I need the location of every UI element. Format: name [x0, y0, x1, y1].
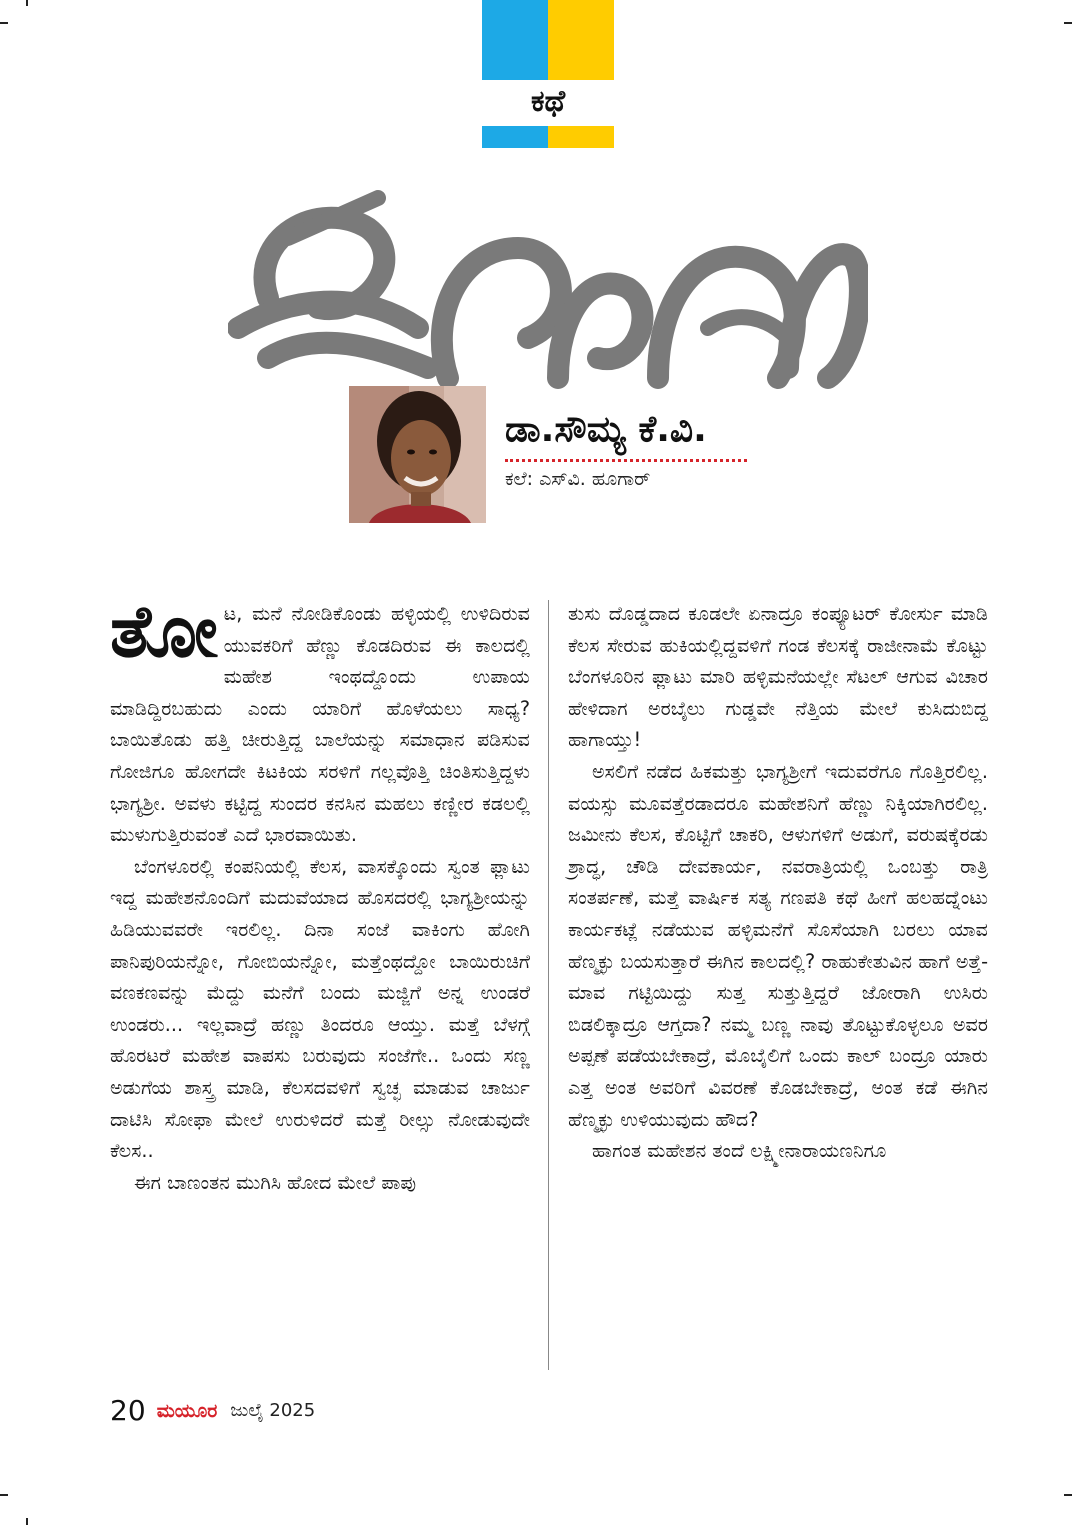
author-photo [349, 386, 486, 523]
tag-blue-bar [482, 126, 548, 148]
author-rule [505, 459, 747, 462]
magazine-name: ಮಯೂರ [156, 1399, 218, 1422]
article-paragraph: ಬೆಂಗಳೂರಲ್ಲಿ ಕಂಪನಿಯಲ್ಲಿ ಕೆಲಸ, ವಾಸಕ್ಕೊಂದು ಸ್ವಂತ ಫ್ಲಾಟು ಇದ್ದ ಮಹೇಶನೊಂದಿಗೆ ಮದುವೆಯಾದ ಹೊಸದರಲ್ಲಿ ಭಾಗ್ಯಶ್ರೀಯನ್ನು ಹಿಡಿಯುವವರೇ ಇರಲಿಲ್ಲ. ದಿನಾ ಸಂಜೆ ವಾಕಿಂಗು ಹೋಗಿ ಪಾನಿಪುರಿಯನ್ನೋ, ಗೋಬಿಯನ್ನೋ, ಮತ್ತೆಂಥದ್ದೋ ಬಾಯಿರುಚಿಗೆ ವಣಕಣವನ್ನು ಮೆದ್ದು ಮನೆಗೆ ಬಂದು ಮಜ್ಜಿಗೆ ಅನ್ನ ಉಂಡರೆ ಉಂಡರು... ಇಲ್ಲವಾದ್ರೆ ಹಣ್ಣು ತಿಂದರೂ ಆಯ್ತು. ಮತ್ತೆ ಬೆಳಗ್ಗೆ ಹೊರಟರೆ ಮಹೇಶ ವಾಪಸು ಬರುವುದು ಸಂಜೆಗೇ.. ಒಂದು ಸಣ್ಣ ಅಡುಗೆಯ ಶಾಸ್ತ್ರ ಮಾಡಿ, ಕೆಲಸದವಳಿಗೆ ಸ್ವಚ್ಛ ಮಾಡುವ ಚಾರ್ಜು ದಾಟಿಸಿ ಸೋಫಾ ಮೇಲೆ ಉರುಳಿದರೆ ಮತ್ತೆ ರೀಲ್ಸು ನೋಡುವುದೇ ಕೆಲಸ.. [110, 854, 530, 1163]
crop-mark [1064, 22, 1072, 24]
section-label: ಕಥೆ [530, 84, 566, 119]
article-paragraph: ಅಸಲಿಗೆ ನಡೆದ ಹಿಕಮತ್ತು ಭಾಗ್ಯಶ್ರೀಗೆ ಇದುವರೆಗೂ ಗೊತ್ತಿರಲಿಲ್ಲ. ವಯಸ್ಸು ಮೂವತ್ತೆರಡಾದರೂ ಮಹೇಶನಿಗೆ ಹೆಣ್ಣು ನಿಕ್ಕಿಯಾಗಿರಲಿಲ್ಲ. ಜಮೀನು ಕೆಲಸ, ಕೊಟ್ಟಿಗೆ ಚಾಕರಿ, ಆಳುಗಳಿಗೆ ಅಡುಗೆ, ವರುಷಕ್ಕೆರಡು ಶ್ರಾದ್ಧ, ಚೌಡಿ ದೇವಕಾರ್ಯ, ನವರಾತ್ರಿಯಲ್ಲಿ ಒಂಬತ್ತು ರಾತ್ರಿ ಸಂತರ್ಪಣೆ, ಮತ್ತೆ ವಾರ್ಷಿಕ ಸತ್ಯ ಗಣಪತಿ ಕಥೆ ಹೀಗೆ ಹಲಹದ್ನೆಂಟು ಕಾರ್ಯಕಟ್ಲೆ ನಡೆಯುವ ಹಳ್ಳಿಮನೆಗೆ ಸೊಸೆಯಾಗಿ ಬರಲು ಯಾವ ಹೆಣ್ಮಕ್ಳು ಬಯಸುತ್ತಾರೆ ಈಗಿನ ಕಾಲದಲ್ಲಿ? ರಾಹುಕೇತುವಿನ ಹಾಗೆ ಅತ್ತೆ-ಮಾವ ಗಟ್ಟಿಯಿದ್ದು ಸುತ್ತ ಸುತ್ತುತ್ತಿದ್ದರೆ ಜೋರಾಗಿ ಉಸಿರು ಬಿಡಲಿಕ್ಕಾದ್ರೂ ಆಗ್ತದಾ? ನಮ್ಮ ಬಣ್ಣ ನಾವು ತೊಟ್ಟುಕೊಳ್ಳಲೂ ಅವರ ಅಪ್ಪಣೆ ಪಡೆಯಬೇಕಾದ್ರೆ, ಮೊಬೈಲಿಗೆ ಒಂದು ಕಾಲ್ ಬಂದ್ರೂ ಯಾರು ಎತ್ತ ಅಂತ ಅವರಿಗೆ ವಿವರಣೆ ಕೊಡಬೇಕಾದ್ರೆ, ಅಂತ ಕಡೆ ಈಗಿನ ಹೆಣ್ಮಕ್ಳು ಉಳಿಯುವುದು ಹೌದ? [568, 759, 988, 1131]
article-paragraph: ತುಸು ದೊಡ್ಡದಾದ ಕೂಡಲೇ ಏನಾದ್ರೂ ಕಂಪ್ಯೂಟರ್ ಕೋರ್ಸು ಮಾಡಿ ಕೆಲಸ ಸೇರುವ ಹುಕಿಯಲ್ಲಿದ್ದವಳಿಗೆ ಗಂಡ ಕೆಲಸಕ್ಕೆ ರಾಜೀನಾಮೆ ಕೊಟ್ಟು ಬೆಂಗಳೂರಿನ ಫ್ಲಾಟು ಮಾರಿ ಹಳ್ಳಿಮನೆಯಲ್ಲೇ ಸೆಟಲ್ ಆಗುವ ವಿಚಾರ ಹೇಳಿದಾಗ ಅರಬೈಲು ಗುಡ್ಡವೇ ನೆತ್ತಿಯ ಮೇಲೆ ಕುಸಿದುಬಿದ್ದ ಹಾಗಾಯ್ತು! [568, 602, 988, 752]
article-paragraph: ಹಾಗಂತ ಮಹೇಶನ ತಂದೆ ಲಕ್ಷ್ಮೀನಾರಾಯಣನಿಗೂ [592, 1139, 887, 1163]
section-tag [482, 0, 614, 148]
drop-cap: ತೋ [110, 589, 218, 673]
tag-blue-bar [482, 0, 548, 80]
crop-mark [26, 1518, 28, 1525]
tag-yellow-bar [548, 126, 614, 148]
tag-yellow-bar [548, 0, 614, 80]
crop-mark [0, 1494, 8, 1496]
article-column-left [110, 589, 530, 1198]
article-column-right [568, 598, 988, 1167]
title-text [228, 178, 868, 390]
story-title [228, 178, 868, 390]
column-divider [548, 600, 549, 1370]
illustration-credit: ಕಲೆ: ಎಸ್‌ವಿ. ಹೂಗಾರ್ [505, 468, 651, 490]
paragraph-text: ಟ, ಮನೆ ನೋಡಿಕೊಂಡು ಹಳ್ಳಿಯಲ್ಲಿ ಉಳಿದಿರುವ ಯುವಕರಿಗೆ ಹೆಣ್ಣು ಕೊಡದಿರುವ ಈ ಕಾಲದಲ್ಲಿ ಮಹೇಶ ಇಂಥದ್ದೊಂದು ಉಪಾಯ ಮಾಡಿದ್ದಿರಬಹುದು ಎಂದು ಯಾರಿಗೆ ಹೊಳೆಯಲು ಸಾಧ್ಯ? ಬಾಯಿತೊಡು ಹತ್ತಿ ಚೀರುತ್ತಿದ್ದ ಬಾಲೆಯನ್ನು ಸಮಾಧಾನ ಪಡಿಸುವ ಗೋಜಿಗೂ ಹೋಗದೇ ಕಿಟಕಿಯ ಸರಳಿಗೆ ಗಲ್ಲವೊತ್ತಿ ಚಿಂತಿಸುತ್ತಿದ್ದಳು ಭಾಗ್ಯಶ್ರೀ. ಅವಳು ಕಟ್ಟಿದ್ದ ಸುಂದರ ಕನಸಿನ ಮಹಲು ಕಣ್ಣೀರ ಕಡಲಲ್ಲಿ ಮುಳುಗುತ್ತಿರುವಂತೆ ಎದೆ ಭಾರವಾಯಿತು. [110, 602, 530, 847]
page-footer [110, 1394, 315, 1430]
crop-mark [0, 22, 8, 24]
article-paragraph: ಈಗ ಬಾಣಂತನ ಮುಗಿಸಿ ಹೋದ ಮೇಲೆ ಪಾಪು [134, 1170, 417, 1194]
article-paragraph [110, 589, 530, 851]
author-name: ಡಾ.ಸೌಮ್ಯ ಕೆ.ವಿ. [505, 409, 707, 450]
crop-mark [26, 0, 28, 6]
crop-mark [1064, 1494, 1072, 1496]
page-number: 20 [110, 1394, 146, 1427]
issue-date: ಜುಲೈ 2025 [230, 1400, 316, 1421]
